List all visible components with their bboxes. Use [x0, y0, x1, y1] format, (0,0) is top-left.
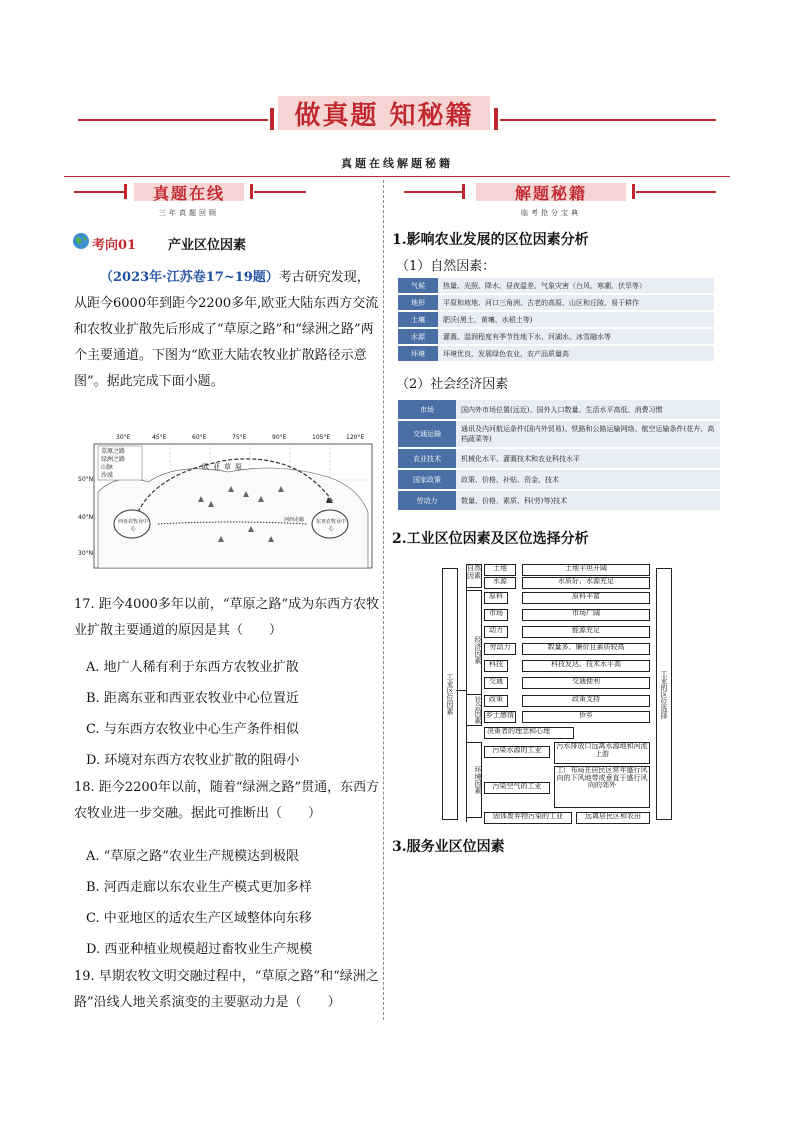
map-lon-2: 45°E	[152, 434, 167, 441]
right-section-rule-right	[636, 191, 716, 193]
factor-water: 水源	[484, 577, 516, 589]
right-section-title: 解题秘籍	[514, 184, 587, 203]
group-env: 环境因素	[466, 742, 482, 818]
natural-factors-table	[398, 276, 714, 363]
map-corridor-label: 河西走廊	[284, 517, 305, 523]
banner-bar-left	[270, 108, 274, 130]
map-east-center: 东亚农牧业中心	[316, 519, 347, 532]
left-section-bar-right	[250, 184, 253, 199]
question-18-option-a: A. “草原之路”农业生产规模达到极限	[86, 849, 299, 864]
group-econ: 经济因素	[466, 590, 482, 710]
factor-transport: 交通	[484, 677, 508, 689]
table-row	[398, 278, 714, 293]
map-lat-3: 30°N	[78, 550, 94, 557]
topic-title: 产业区位因素	[168, 238, 247, 253]
question-17-option-d: D. 环境对东西方农牧业扩散的阻碍小	[86, 753, 300, 768]
globe-icon	[72, 232, 90, 250]
banner-rule-left	[78, 119, 268, 121]
question-18-option-d: D. 西亚种植业规模超过畜牧业生产规模	[86, 942, 313, 957]
map-lon-1: 30°E	[116, 434, 131, 441]
intro-text: 考古研究发现，从距今6000年到距今2200多年,欧亚大陆东西方交流和农牧业扩散先后形成了“草原之路”和“绿洲之路”两个主要通道。下图为“欧亚大陆农牧业扩散路径示意图”。据此完成下面小题。	[74, 270, 379, 389]
table-row	[398, 312, 714, 327]
legend-item: 草原之路	[101, 448, 126, 455]
factor-value: 通讯及内河航运条件(国内外贸易)、铁路和公路运输网络、航空运输条件(花卉、高档蔬菜等)	[456, 421, 720, 447]
map-lon-5: 90°E	[272, 434, 287, 441]
heading-industry-factors: 2.工业区位因素及区位选择分析	[392, 531, 589, 547]
intro-source: （2023年·江苏卷17~19题）	[100, 270, 279, 285]
factor-value: 热量、光照、降水、昼夜温差、气象灾害（台风、寒潮、伏旱等）	[438, 278, 714, 293]
subheading-social: （2）社会经济因素	[396, 377, 509, 392]
env-air-industry: 污染空气的工业	[484, 782, 550, 794]
right-section-rule	[404, 191, 462, 193]
factor-material-desc: 原料丰富	[522, 592, 650, 604]
factor-labor: 劳动力	[484, 643, 516, 655]
factor-value: 政策、价格、补贴、资金、技术	[456, 470, 720, 489]
factor-key: 国家政策	[398, 470, 456, 489]
factor-value: 数量、价格、素质、科(劳)等)技术	[456, 491, 720, 510]
factor-power-desc: 能源充足	[522, 626, 650, 638]
left-section-title: 真题在线	[152, 184, 225, 203]
factor-hometown: 乡土感情	[484, 711, 516, 723]
map-lon-3: 60°E	[192, 434, 207, 441]
header-divider	[64, 176, 730, 177]
factor-value: 肥沃(黑土、黄壤、水稻土等)	[438, 312, 714, 327]
factor-material: 原料	[484, 592, 508, 604]
table-row	[398, 421, 720, 447]
subheading-natural: （1）自然因素：	[396, 259, 496, 274]
factor-policy: 政策	[484, 695, 508, 707]
map-lon-6: 105°E	[312, 434, 331, 441]
left-section-rule-right	[254, 191, 306, 193]
map-west-center: 西亚农牧业中心	[118, 519, 149, 532]
left-section-bar	[124, 184, 127, 199]
question-18-option-c: C. 中亚地区的适农生产区域整体向东移	[86, 911, 312, 926]
factor-policy-desc: 政策支持	[522, 695, 650, 707]
factor-key: 农业技术	[398, 449, 456, 468]
factor-key: 市场	[398, 400, 456, 419]
diagram-left-label: 工业区位因素	[442, 568, 458, 820]
factor-tech-desc: 科技发达、技术水平高	[522, 660, 650, 672]
topic-label: 考向01	[92, 238, 137, 253]
factor-key: 气候	[398, 278, 438, 293]
factor-water-desc: 水质好、水源充足	[522, 577, 650, 589]
banner-rule-right	[500, 119, 716, 121]
factor-value: 平原和坡地、河口三角洲、古老的高原、山区和丘陵、易于耕作	[438, 295, 714, 310]
factor-value: 环境优良，发展绿色农业，农产品质量高	[438, 346, 714, 361]
table-row	[398, 329, 714, 344]
heading-service-factors: 3.服务业区位因素	[392, 839, 505, 855]
legend-item: 沙漠	[101, 472, 114, 479]
factor-key: 环境	[398, 346, 438, 361]
factor-decision: 决策者的理念和心理	[484, 727, 574, 739]
map-lon-7: 120°E	[346, 434, 365, 441]
question-17-option-c: C. 与东西方农牧业中心生产条件相似	[86, 722, 299, 737]
factor-key: 地形	[398, 295, 438, 310]
factor-hometown-desc: 侨乡	[522, 711, 650, 723]
group-natural: 自然因素	[466, 564, 482, 588]
map-lat-2: 40°N	[78, 514, 94, 521]
table-row	[398, 400, 720, 419]
industry-location-diagram	[442, 560, 670, 828]
map-legend	[101, 448, 125, 480]
group-social: 社会因素	[466, 694, 482, 726]
question-18: 18. 距今2200年以前，随着“绿洲之路”贯通，东西方农牧业进一步交融。据此可推断出（ ）	[74, 780, 380, 821]
question-18-option-b: B. 河西走廊以东农业生产模式更加多样	[86, 880, 312, 895]
page-title: 做真题 知秘籍	[294, 101, 474, 131]
env-solid-industry: 固体废弃物污染的工业	[484, 812, 572, 824]
table-row	[398, 449, 720, 468]
left-section-rule	[74, 191, 124, 193]
legend-item: 山脉	[101, 464, 114, 471]
table-row	[398, 491, 720, 510]
factor-key: 土壤	[398, 312, 438, 327]
factor-tech: 科技	[484, 660, 508, 672]
factor-value: 机械化水平、灌溉技术和农业科技水平	[456, 449, 720, 468]
table-row	[398, 295, 714, 310]
diagram-right-label: 工业的区位选择	[656, 568, 672, 820]
question-17-option-b: B. 距离东亚和西亚农牧业中心位置近	[86, 691, 299, 706]
page-subtitle: 真题在线解题秘籍	[341, 157, 453, 170]
right-section-bar	[462, 184, 465, 199]
map-region-label: 欧亚草原	[202, 463, 246, 471]
banner-bar-right	[494, 108, 498, 130]
map-lon-4: 75°E	[232, 434, 247, 441]
connector	[456, 690, 466, 691]
table-row	[398, 346, 714, 361]
right-section-bar-right	[632, 184, 635, 199]
factor-labor-desc: 数量多、廉价且素质较高	[522, 643, 650, 655]
question-17-option-a: A. 地广人稀有利于东西方农牧业扩散	[86, 660, 299, 675]
factor-key: 交通运输	[398, 421, 456, 447]
factor-power: 动力	[484, 626, 508, 638]
factor-market: 市场	[484, 609, 508, 621]
table-row	[398, 470, 720, 489]
question-17: 17. 距今4000多年以前，“草原之路”成为东西方农牧业扩散主要通道的原因是其（ ）	[74, 597, 380, 638]
factor-key: 劳动力	[398, 491, 456, 510]
env-water-industry: 污染水源的工业	[484, 746, 550, 758]
factor-market-desc: 市场广阔	[522, 609, 650, 621]
legend-item: 绿洲之路	[101, 456, 126, 463]
right-section-subtitle: 临考抢分宝典	[521, 209, 581, 217]
env-air-desc: 工厂布局在居民区常年盛行风向的下风地带或垂直于盛行风向的郊外	[554, 766, 650, 808]
social-factors-table	[398, 398, 720, 512]
env-solid-desc: 远离居民区和农田	[576, 812, 650, 824]
heading-agri-factors: 1.影响农业发展的区位因素分析	[392, 232, 589, 248]
factor-transport-desc: 交通便利	[522, 677, 650, 689]
left-section-subtitle: 三年真题回顾	[159, 209, 219, 217]
factor-key: 水源	[398, 329, 438, 344]
eurasia-map	[78, 432, 378, 572]
factor-land: 土地	[484, 564, 516, 576]
env-water-desc: 污水排放口远离水源地和河流上游	[554, 742, 650, 764]
factor-value: 国内外市场位置(远近)、国外人口数量、生活水平高低、消费习惯	[456, 400, 720, 419]
factor-value: 灌溉、湿润程度有季节性地下水、河湖水、冰雪融水等	[438, 329, 714, 344]
intro-paragraph	[74, 265, 382, 395]
factor-land-desc: 土地平坦开阔	[522, 564, 650, 576]
question-19: 19. 早期农牧文明交融过程中，“草原之路”和“绿洲之路”沿线人地关系演变的主要驱动力是（ ）	[74, 969, 379, 1010]
map-lat-1: 50°N	[78, 476, 94, 483]
